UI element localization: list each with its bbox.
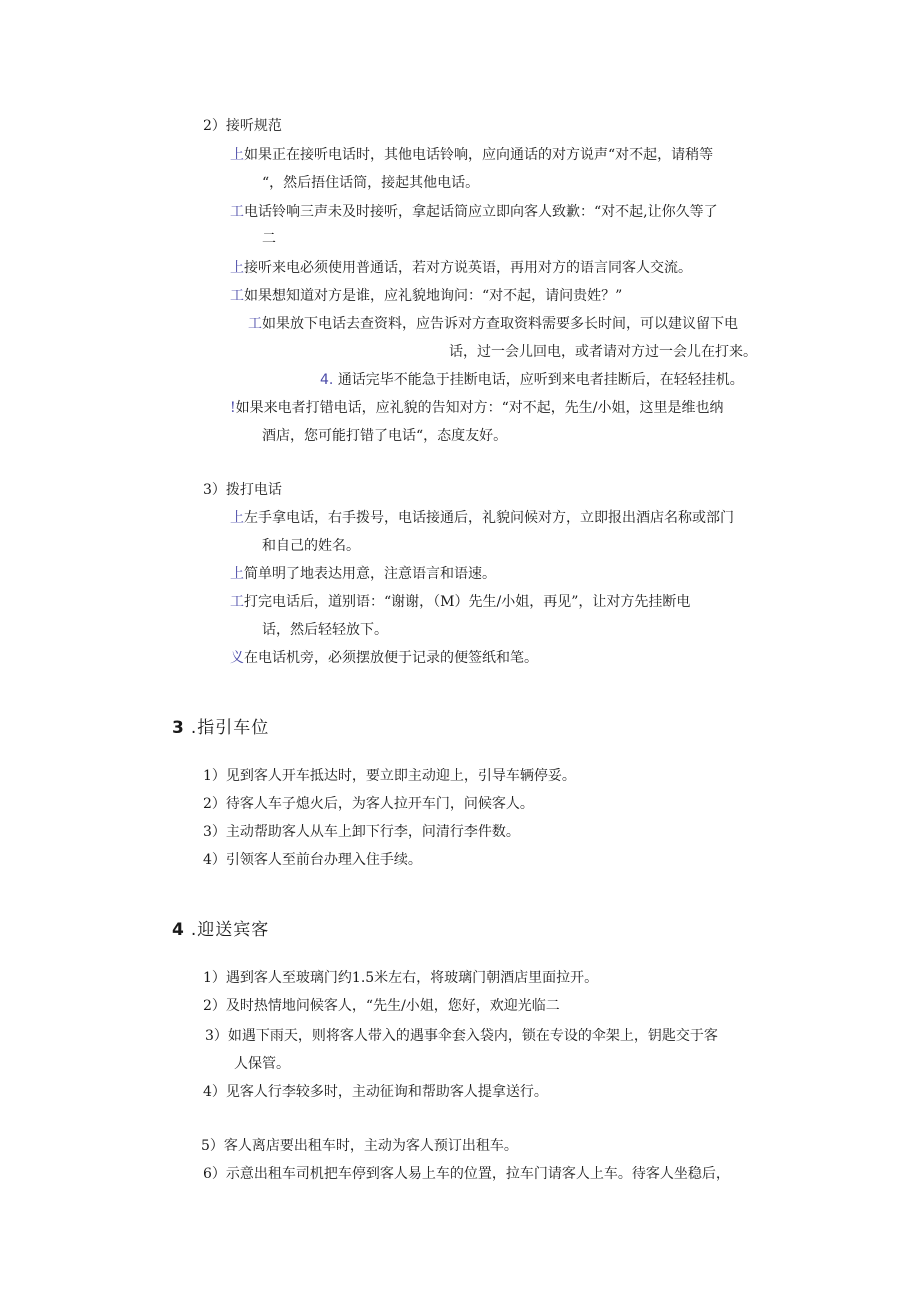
greeting-item-6: 6）示意出租车司机把车停到客人易上车的位置，拉车门请客人上车。待客人坐稳后， [203, 1166, 730, 1182]
answering-rule-6: 4. 通话完毕不能急于挂断电话，应听到来电者挂断后，在轻轻挂机。 [320, 372, 744, 388]
greeting-item-3-cont: 人保管。 [234, 1056, 290, 1072]
subsection-heading-answering: 2）接听规范 [203, 118, 282, 134]
answering-rule-1-cont: “，然后捂住话筒，接起其他电话。 [262, 175, 480, 191]
answering-rule-2: 工电话铃响三声未及时接听，拿起话筒应立即向客人致歉：“对不起,让你久等了 [230, 204, 718, 220]
greeting-item-2: 2）及时热情地问候客人，“先生/小姐，您好，欢迎光临二 [203, 998, 560, 1014]
section-number: 3 [172, 718, 185, 738]
greeting-item-5: 5）客人离店要出租车时，主动为客人预订出租车。 [201, 1138, 518, 1154]
bullet-marker: 4. [320, 372, 334, 388]
section-heading-greeting: 4 .迎送宾客 [172, 920, 270, 940]
greeting-item-1: 1）遇到客人至玻璃门约1.5米左右，将玻璃门朝酒店里面拉开。 [203, 970, 599, 986]
answering-rule-3: 上接听来电必须使用普通话，若对方说英语，再用对方的语言同客人交流。 [230, 260, 692, 276]
answering-rule-5-cont: 话，过一会儿回电，或者请对方过一会儿在打来。 [449, 344, 757, 360]
calling-rule-3: 工打完电话后，道别语：“谢谢，（M）先生/小姐，再见”，让对方先挂断电 [230, 594, 691, 610]
bullet-marker: 工 [230, 288, 244, 304]
answering-rule-4: 工如果想知道对方是谁，应礼貌地询问：“对不起，请问贵姓？” [230, 288, 623, 304]
bullet-marker: 上 [230, 510, 244, 526]
answering-rule-1: 上如果正在接听电话时，其他电话铃响，应向通话的对方说声“对不起，请稍等 [230, 147, 714, 163]
bullet-marker: 工 [230, 594, 244, 610]
section-number: 4 [172, 920, 185, 940]
bullet-marker: 上 [230, 147, 244, 163]
answering-rule-7-cont: 酒店，您可能打错了电话“，态度友好。 [262, 428, 508, 444]
bullet-marker: 上 [230, 260, 244, 276]
answering-rule-5: 工如果放下电话去查资料，应告诉对方查取资料需要多长时间，可以建议留下电 [248, 316, 738, 332]
subsection-heading-calling: 3）拨打电话 [203, 482, 282, 498]
answering-rule-2-cont: 二 [262, 231, 276, 247]
calling-rule-4: 义在电话机旁，必须摆放便于记录的便签纸和笔。 [230, 650, 538, 666]
calling-rule-1: 上左手拿电话，右手拨号，电话接通后，礼貌问候对方，立即报出酒店名称或部门 [230, 510, 734, 526]
calling-rule-3-cont: 话，然后轻轻放下。 [262, 622, 388, 638]
parking-item-2: 2）待客人车子熄火后，为客人拉开车门，问候客人。 [203, 796, 534, 812]
bullet-marker: 工 [230, 204, 244, 220]
bullet-marker: ! [230, 400, 236, 416]
parking-item-3: 3）主动帮助客人从车上卸下行李，问清行李件数。 [203, 824, 520, 840]
calling-rule-2: 上简单明了地表达用意，注意语言和语速。 [230, 566, 496, 582]
parking-item-1: 1）见到客人开车抵达时，要立即主动迎上，引导车辆停妥。 [203, 768, 576, 784]
bullet-marker: 工 [248, 316, 262, 332]
bullet-marker: 上 [230, 566, 244, 582]
calling-rule-1-cont: 和自己的姓名。 [262, 538, 360, 554]
parking-item-4: 4）引领客人至前台办理入住手续。 [203, 852, 422, 868]
section-heading-parking: 3 .指引车位 [172, 718, 270, 738]
greeting-item-4: 4）见客人行李较多时，主动征询和帮助客人提拿送行。 [203, 1084, 548, 1100]
greeting-item-3: 3）如遇下雨天，则将客人带入的遇事伞套入袋内，锁在专设的伞架上，钥匙交于客 [205, 1028, 718, 1044]
bullet-marker: 义 [230, 650, 244, 666]
answering-rule-7: !如果来电者打错电话，应礼貌的告知对方：“对不起，先生/小姐，这里是维也纳 [230, 400, 724, 416]
